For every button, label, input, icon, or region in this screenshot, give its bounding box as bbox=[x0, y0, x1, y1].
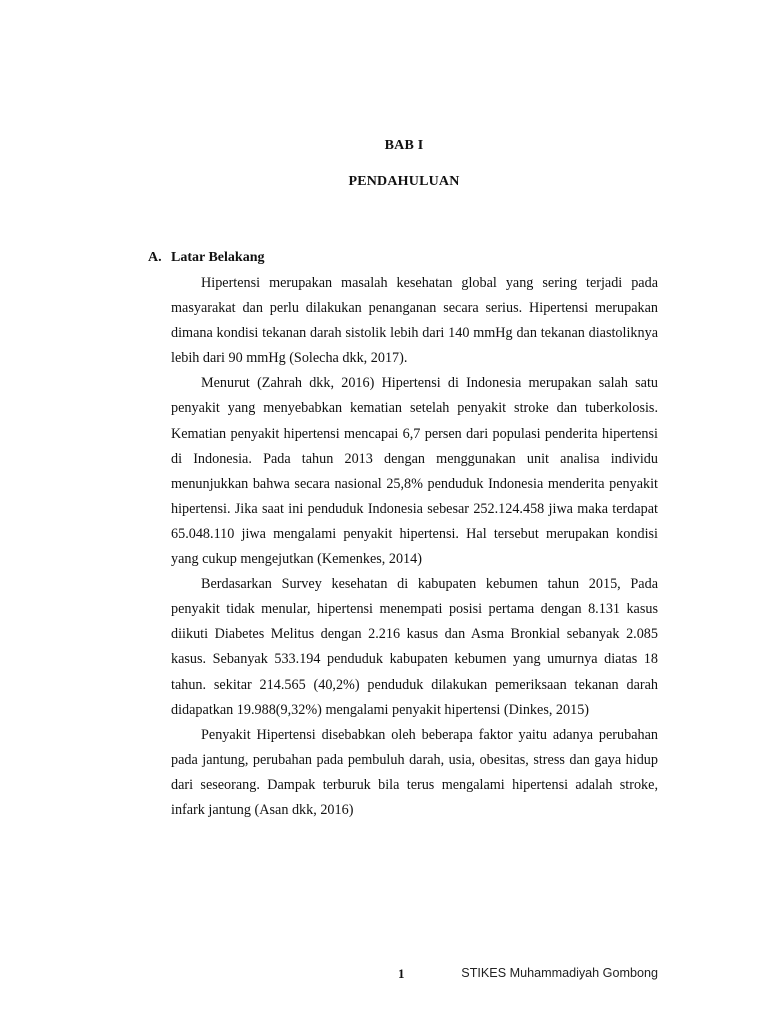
paragraph-4: Penyakit Hipertensi disebabkan oleh beberapa faktor yaitu adanya perubahan pada jantung, perubahan pada pembuluh darah, usia, obesitas, stress dan gaya hidup dari seseorang. Dampak terburuk bila terus mengalami hipertensi adalah stroke, infark jantung (Asan dkk, 2016) bbox=[171, 726, 658, 818]
page-footer bbox=[0, 966, 768, 986]
chapter-subtitle: PENDAHULUAN bbox=[348, 174, 460, 189]
paragraph-2: Menurut (Zahrah dkk, 2016) Hipertensi di Indonesia merupakan salah satu penyakit yang menyebabkan kematian setelah penyakit stroke dan tuberkolosis. Kematian penyakit hipertensi mencapai 6,7 persen dari populasi penderita hipertensi di Indonesia. Pada tahun 2013 dengan menggunakan unit analisa individu menunjukkan bahwa secara nasional 25,8% penduduk Indonesia menderita penyakit hipertensi. Jika saat ini penduduk Indonesia sebesar 252.124.458 jiwa maka terdapat 65.048.110 jiwa mengalami penyakit hipertensi. Hal tersebut merupakan kondisi yang cukup mengejutkan (Kemenkes, 2014) bbox=[171, 375, 658, 568]
chapter-title: BAB I bbox=[384, 138, 424, 153]
paragraph-3: Berdasarkan Survey kesehatan di kabupaten kebumen tahun 2015, Pada penyakit tidak menular, hipertensi menempati posisi pertama dengan 8.131 kasus diikuti Diabetes Melitus dengan 2.216 kasus dan Asma Bronkial sebanyak 2.085 kasus. Sebanyak 533.194 penduduk kabupaten kebumen yang umurnya diatas 18 tahun. sekitar 214.565 (40,2%) penduduk dilakukan pemeriksaan tekanan darah didapatkan 19.988(9,32%) mengalami penyakit hipertensi (Dinkes, 2015) bbox=[171, 576, 658, 718]
body-text bbox=[171, 271, 658, 823]
section-title: Latar Belakang bbox=[171, 250, 265, 265]
paragraph-1: Hipertensi merupakan masalah kesehatan global yang sering terjadi pada masyarakat dan perlu dilakukan penanganan secara serius. Hipertensi merupakan dimana kondisi tekanan darah sistolik lebih dari 140 mmHg dan tekanan diastoliknya lebih dari 90 mmHg (Solecha dkk, 2017). bbox=[171, 275, 658, 367]
page-number: 1 bbox=[398, 966, 405, 981]
section-heading bbox=[148, 250, 264, 266]
footer-institution: STIKES Muhammadiyah Gombong bbox=[461, 966, 658, 980]
section-letter: A. bbox=[148, 250, 162, 265]
